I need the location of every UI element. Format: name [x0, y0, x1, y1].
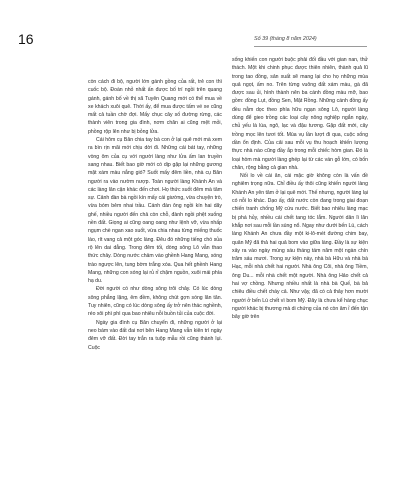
paragraph: Đời người có như dòng sông trôi chảy. Có lúc dòng sông phẳng lặng, êm đềm, không chút gợn sóng lăn tăn. Tuy nhiên, cũng có lúc dòng sông ấy trở nên thác nghềnh, réo xôi phì phì qua bao nhiêu nỗi buồn tủi của cuộc đời. [88, 286, 222, 318]
left-column [88, 78, 222, 352]
page-header [0, 0, 402, 50]
header-rule [254, 46, 367, 47]
paragraph: sống khiến con người buộc phải đối đầu với gian nan, thử thách. Một khi chinh phục được thiên nhiên, thành quả lũ trong tao đồng, sản xuất sẽ mang lại cho họ những mùa quả ngọt, ấm no. Trên từng vuông đất xám màu, gà đã được sau ủi, hình thành nên ba cánh đồng màu mỡ, bao gồm: đồng Lụt, đồng Sen, Mặt Rồng. Những cánh đồng ấy đều nằm dọc theo phía hữu ngạn sông Lô, người làng dùng để gieo trồng các loại cây nông nghiệp ngắn ngày, chủ yếu là lúa, ngô, lạc và đậu tương. Gặp đất mới, cây trồng mọc lên tươi tốt. Mùa vụ lần lượt đi qua, cuộc sống dần ổn định. Của cải sau mỗi vụ thu hoạch khiến lượng thực nhà nào cũng đầy ắp trong mỗi chiếc hòm gian. Đó là loại hòm mà người làng ghép lại từ các ván gỗ lớn, có bốn chân, rộng bằng cả gian nhà. [232, 57, 368, 171]
paragraph: Cái hôm cụ Bân chia tay bà con ở lại quê mới mà xem ra bìn rịn mãi mới chịu dời đi. Những cái bát tay, những vòng ôm của cụ với người làng như lửa ấm lan truyền sang nhau. Biết bao giờ mới có dịp gặp lại những gương mặt xám màu nắng gió? Suốt mấy đêm liền, nhà cụ Bân người ra vào nườm nượp. Toàn người làng Khánh An và các làng lân cận khác đến chơi. Họ thức suốt đêm mà tâm sự. Cảnh đàn bà ngồi kín mấy cái giường, vừa chuyện trò, vừa bóm bẻm nhai trầu. Cánh đàn ông ngồi kín hai dãy ghế, nhiều người đến chả còn chỗ, đành ngồi phệt xuống nền đất. Giọng ai cũng oang oang như lệnh vỡ, vừa nhấp ngụm chè ngan xao suốt, vừa chia nhau từng miếng thuốc lào, rít vang cả một góc làng. Đêu đó những tiếng chó sủa rộ lên dai dẳng. Trong đêm tối, dòng sông Lô vẫn thao thức chảy. Dòng nước chảm vào ghềnh Hang Mang, sóng trào ngược lên, tung bờm trắng xóa. Qua hết ghềnh Hang Mang, những con sóng lại rủ rỉ chậm nguồn, xuôi mái phía hạ du. [88, 137, 222, 285]
right-column [232, 56, 368, 322]
paragraph: Ngày gia đình cụ Bân chuyển đi, những người ở lại neo bám vào đất đai nơi bên Hang Mang vẫn kiên trì ngày đêm vỡ đất. Đời tay trắn ra tuộp mẫu rồi cũng thành lụi. Cuộc [88, 319, 222, 351]
page-number: 16 [18, 31, 34, 47]
issue-label: Số 39 (tháng 8 năm 2024) [254, 36, 317, 42]
paragraph: Nối lo về cái ăn, cái mặc giờ không còn là vấn đề nghiêm trọng nữa. Chỉ điều ấy thôi cũng khiến người làng Khánh An yên tâm ở lại quê mới. Thế nhưng, người làng lại có nỗi lo khác. Dạo ấy, đất nước còn đang trong giai đoạn chiến tranh chống Mỹ cứu nước. Biết bao nhiêu làng mạc bị phá hủy, nhiều cái chết tang tóc lắm. Người dân lì lăn khắp nơi sau mỗi lần súng nổ. Ngay như dưới bến Lú, cách làng Khánh An chưa đầy một ki-lô-mét đường chim bay, quân Mỹ đã thả hai quả bom vào giữa làng. Đầy là sự kiện xảy ra vào ngày mùng sáu tháng tám năm một ngàn chín trăm sáu mươi. Trong sự kiện này, nhà bà Hữu và nhà bà Hạc, mỗi nhà chết hai người. Nhà ông Côi, nhà ông Tiềm, ông Du... mỗi nhà chết một người. Nhà ông Hảo chết cả hai vợ chồng. Nhưng nhiều nhất là nhà bà Quế, bà bả chiêu điều chết cháy cả. Như vậy, đã có cả thảy hơn mười người ở bến Lú chết vì bom Mỹ. Đây là chưa kể hàng chục người khác bị thương mà di chứng của nó còn âm ỉ đến tận bây giờ trên [232, 173, 368, 321]
paragraph: còn cách đi bộ, người lớn gánh gồng của rất, trẻ con thì cuốc bộ. Đoàn nhỏ nhất ấn được bố trí ngồi trên quang gánh, gánh bố về thị xã Tuyên Quang mới có thể mua về xe khách xuôi quê. Thời ấy, để mua được tấm vé xe cũng mất cả tuần chờ đợi. Mấy chục cây số đường rừng, các thành viên trong gia đình, nơm chăn ai cũng mệt mỏi, phồng rộp lên như bị bỏng lửa. [88, 79, 222, 135]
